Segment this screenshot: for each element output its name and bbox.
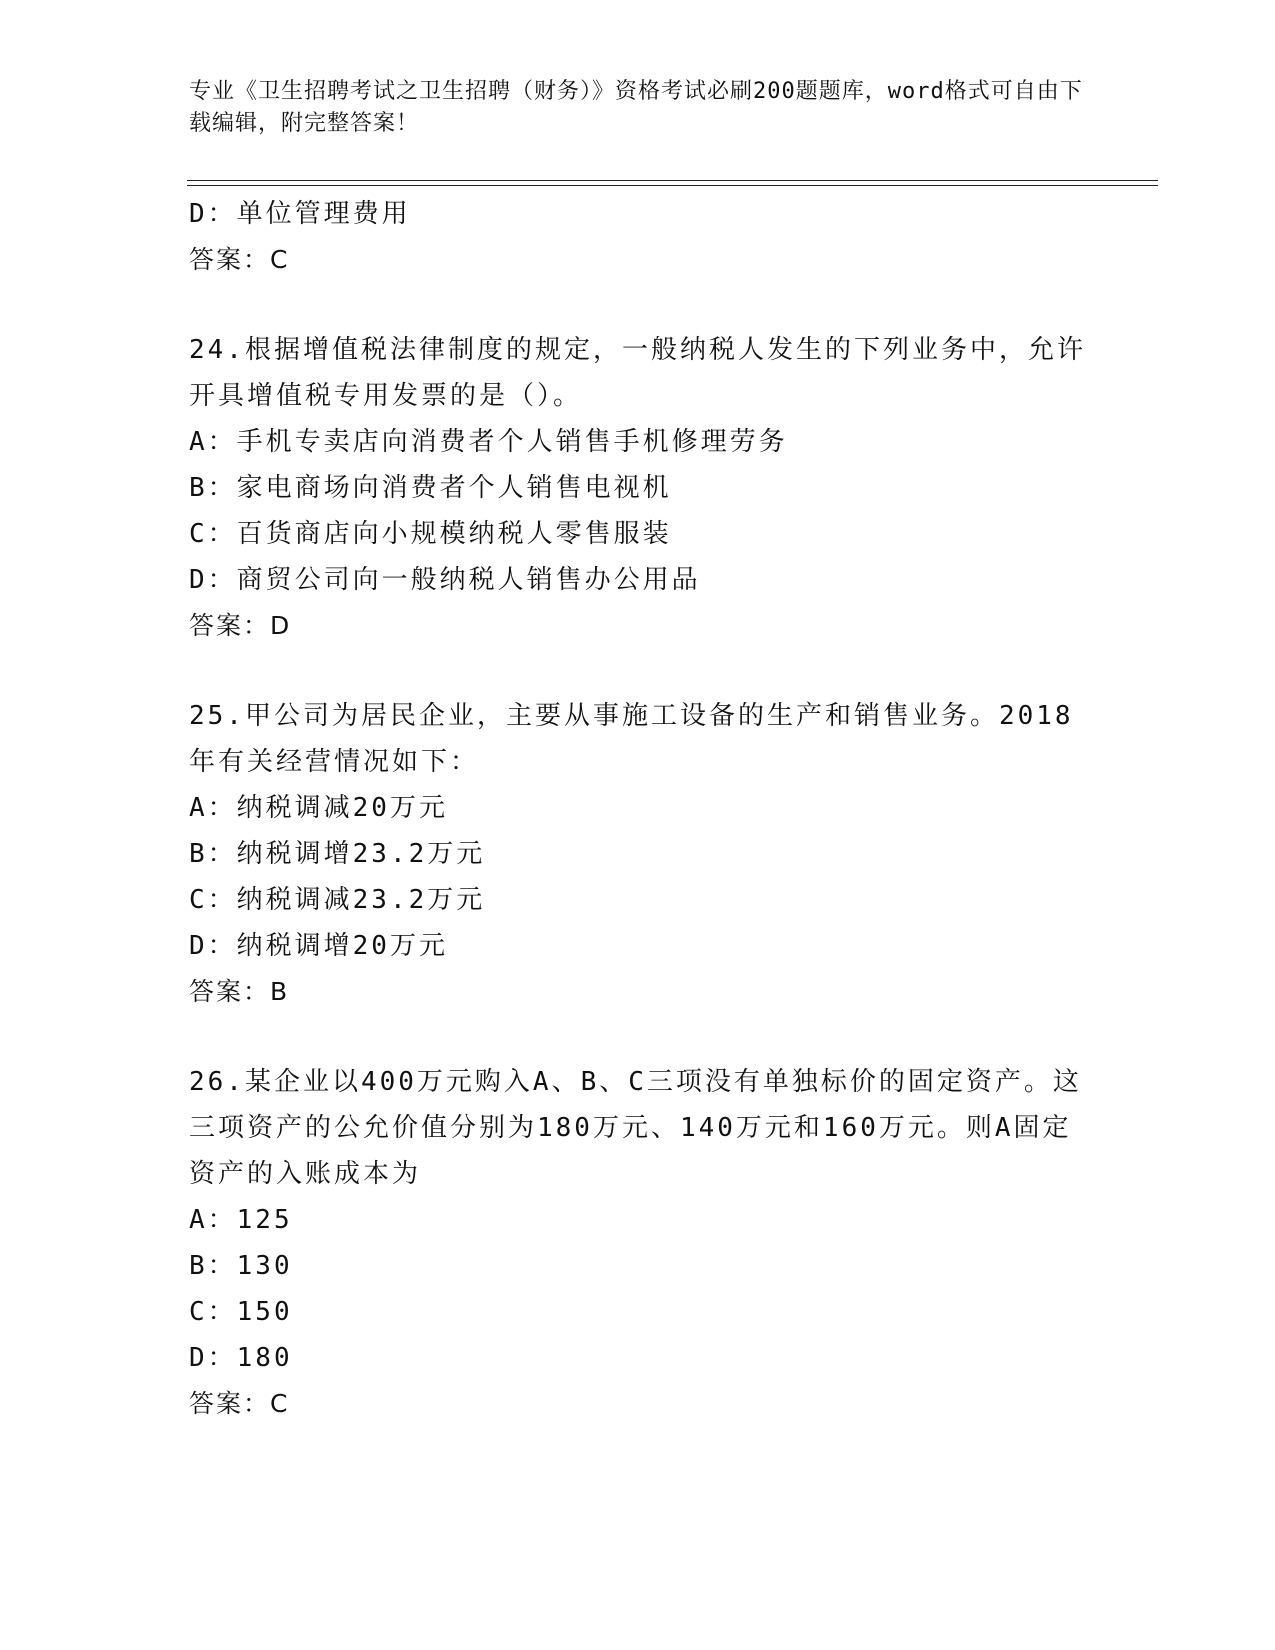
answer: 答案：D <box>189 611 292 640</box>
option-d: D：单位管理费用 <box>189 199 411 229</box>
option-a: A：125 <box>189 1205 293 1235</box>
option-c: C：百货商店向小规模纳税人零售服装 <box>189 519 672 549</box>
answer: 答案：C <box>189 1389 290 1418</box>
header-divider-top <box>187 180 1158 181</box>
answer: 答案：B <box>189 977 290 1006</box>
spacer <box>189 649 1089 693</box>
spacer <box>189 1015 1089 1059</box>
option-b: B：130 <box>189 1251 293 1281</box>
option-b: B：纳税调增23.2万元 <box>189 839 486 869</box>
spacer <box>189 283 1089 327</box>
option-d: D：纳税调增20万元 <box>189 931 448 961</box>
option-a: A：纳税调减20万元 <box>189 793 448 823</box>
question-26 <box>189 1059 1089 1427</box>
answer: 答案：C <box>189 245 290 274</box>
header-divider-bottom <box>187 185 1158 186</box>
question-stem: 24.根据增值税法律制度的规定，一般纳税人发生的下列业务中，允许开具增值税专用发票的是（）。 <box>189 335 1086 411</box>
question-stem: 26.某企业以400万元购入A、B、C三项没有单独标价的固定资产。这三项资产的公允价值分别为180万元、140万元和160万元。则A固定资产的入账成本为 <box>189 1067 1082 1189</box>
option-c: C：150 <box>189 1297 293 1327</box>
question-25 <box>189 693 1089 1015</box>
option-c: C：纳税调减23.2万元 <box>189 885 486 915</box>
question-content <box>189 191 1089 1427</box>
option-d: D：商贸公司向一般纳税人销售办公用品 <box>189 565 701 595</box>
question-stem: 25.甲公司为居民企业，主要从事施工设备的生产和销售业务。2018年有关经营情况如下： <box>189 701 1074 777</box>
prev-question <box>189 191 1089 283</box>
option-d: D：180 <box>189 1343 293 1373</box>
option-a: A：手机专卖店向消费者个人销售手机修理劳务 <box>189 427 788 457</box>
question-24 <box>189 327 1089 649</box>
page-header: 专业《卫生招聘考试之卫生招聘（财务）》资格考试必刷200题题库，word格式可自由下载编辑，附完整答案！ <box>189 79 1083 136</box>
option-b: B：家电商场向消费者个人销售电视机 <box>189 473 672 503</box>
